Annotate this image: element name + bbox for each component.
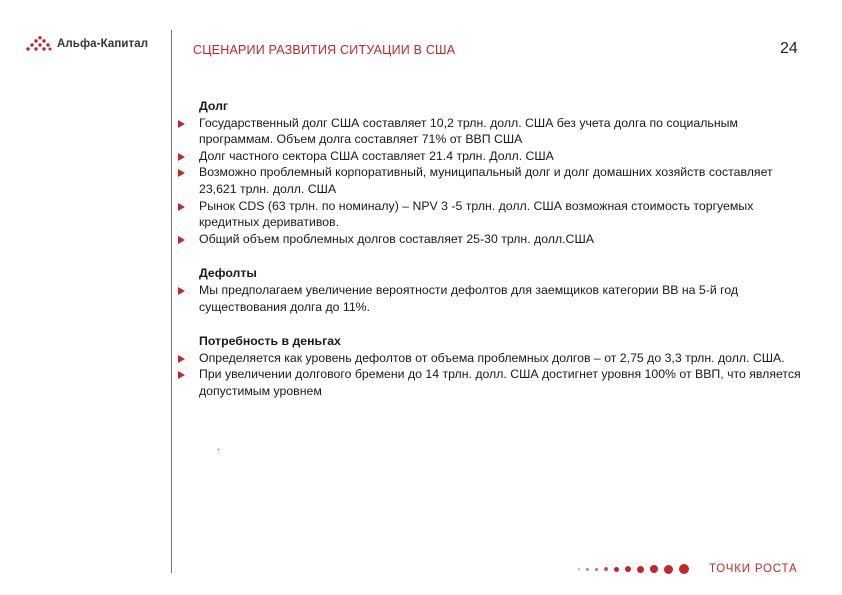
tagline-text: ТОЧКИ РОСТА [709,563,798,575]
bullet-arrow-icon [178,153,185,161]
vertical-divider [171,30,172,573]
bullet-arrow-icon [178,355,185,363]
stray-mark: . [217,441,221,453]
list-item: Возможно проблемный корпоративный, муниципальный долг и долг домашних хозяйств составляет 23,621 трлн. долл. США [199,164,809,197]
page-number: 24 [780,40,798,57]
list-item: Рынок CDS (63 трлн. по номиналу) – NPV 3 -5 трлн. долл. США возможная стоимость торгуемых кредитных деривативов. [199,198,809,231]
bullet-arrow-icon [178,169,185,177]
page-title: СЦЕНАРИИ РАЗВИТИЯ СИТУАЦИИ В США [193,43,456,57]
list-item: Государственный долг США составляет 10,2 трлн. долл. США без учета долга по социальным программам. Объем долга составляет 71% от ВВП США [199,115,809,148]
section-title: Дефолты [199,266,257,281]
bullet-arrow-icon [178,287,185,295]
section-title: Потребность в деньгах [199,334,341,349]
list-item: Мы предполагаем увеличение вероятности дефолтов для заемщиков категории ВВ на 5-й год существования долга до 11%. [199,282,809,315]
company-logo [26,36,148,52]
logo-text: Альфа-Капитал [57,38,149,50]
footer-tagline [578,563,797,575]
section-debt [199,98,809,247]
bullet-arrow-icon [178,203,185,211]
slide-body [199,98,809,418]
bullet-arrow-icon [178,236,185,244]
list-item: Определяется как уровень дефолтов от объема проблемных долгов – от 2,75 до 3,3 трлн. долл. США. [199,350,809,367]
bullet-arrow-icon [178,120,185,128]
bullet-arrow-icon [178,371,185,379]
alfa-dots-logo-icon [26,36,52,52]
list-item: При увеличении долгового бремени до 14 трлн. долл. США достигнет уровня 100% от ВВП, что является допустимым уровнем [199,366,809,399]
section-money-need [199,333,809,399]
section-defaults [199,265,809,315]
list-item: Общий объем проблемных долгов составляет 25-30 трлн. долл.США [199,231,809,248]
section-title: Долг [199,99,229,113]
list-item: Долг частного сектора США составляет 21.4 трлн. Долл. США [199,148,809,165]
growth-dots-icon [578,564,695,574]
